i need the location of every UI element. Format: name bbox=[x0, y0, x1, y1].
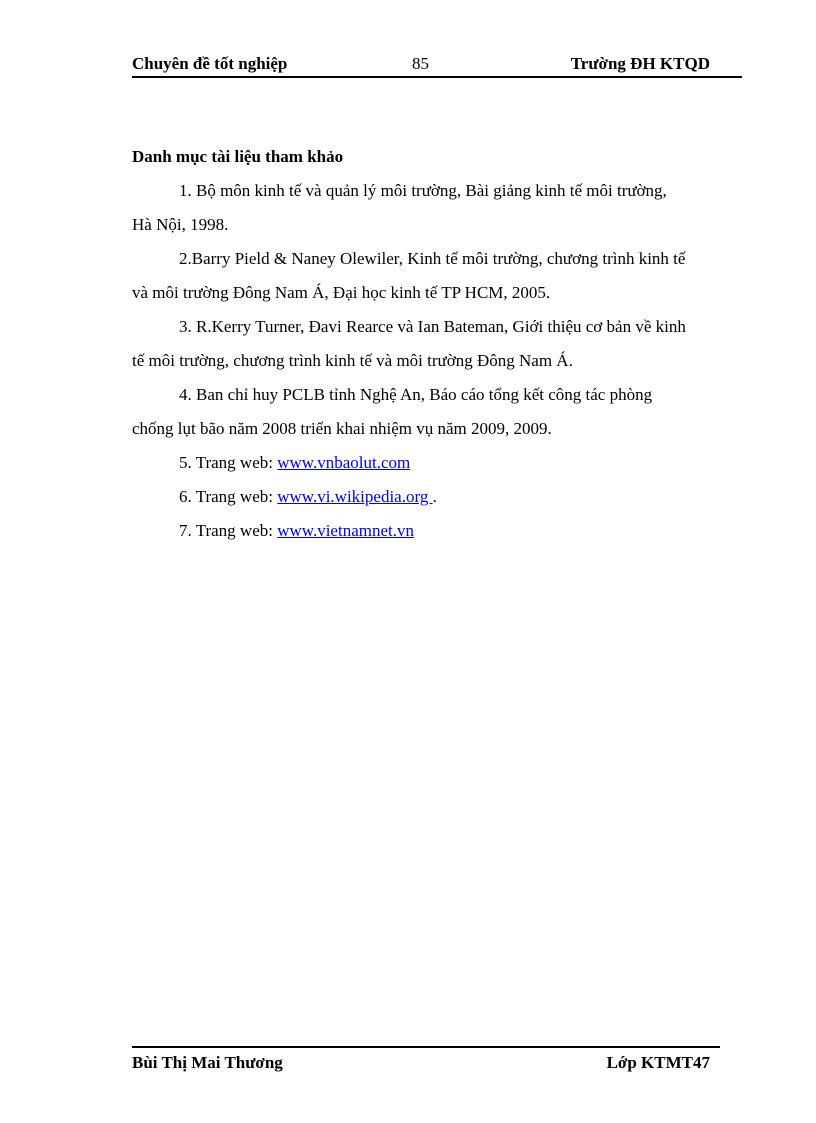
footer-author: Bùi Thị Mai Thương bbox=[132, 1053, 283, 1072]
reference-line: Hà Nội, 1998. bbox=[132, 215, 229, 234]
reference-item-website bbox=[132, 514, 742, 548]
reference-line: tế môi trường, chương trình kinh tế và môi trường Đông Nam Á. bbox=[132, 351, 573, 370]
reference-label: 7. Trang web: bbox=[179, 521, 278, 540]
reference-label: 6. Trang web: bbox=[179, 487, 278, 506]
reference-item bbox=[132, 310, 742, 378]
reference-item bbox=[132, 242, 742, 310]
reference-link[interactable]: www.vietnamnet.vn bbox=[277, 521, 414, 540]
section-title: Danh mục tài liệu tham khảo bbox=[132, 147, 344, 166]
reference-item-website bbox=[132, 480, 742, 514]
page-header bbox=[132, 52, 742, 78]
reference-link[interactable]: www.vi.wikipedia.org bbox=[277, 487, 433, 506]
reference-item-website bbox=[132, 446, 742, 480]
reference-line: 1. Bộ môn kinh tế và quản lý môi trường, Bài giảng kinh tế môi trường, bbox=[179, 181, 667, 200]
document-body bbox=[132, 140, 742, 548]
header-document-type: Chuyên đề tốt nghiệp bbox=[132, 54, 288, 73]
header-university: Trường ĐH KTQD bbox=[570, 54, 710, 73]
reference-line: và môi trường Đông Nam Á, Đại học kinh tế TP HCM, 2005. bbox=[132, 283, 551, 302]
reference-item bbox=[132, 378, 742, 446]
reference-link[interactable]: www.vnbaolut.com bbox=[277, 453, 411, 472]
reference-suffix: . bbox=[432, 487, 437, 506]
page-footer bbox=[132, 1046, 720, 1078]
reference-label: 5. Trang web: bbox=[179, 453, 278, 472]
page-number: 85 bbox=[412, 54, 429, 73]
reference-line: chống lụt bão năm 2008 triển khai nhiệm vụ năm 2009, 2009. bbox=[132, 419, 552, 438]
reference-line: 4. Ban chỉ huy PCLB tỉnh Nghệ An, Báo cáo tổng kết công tác phòng bbox=[179, 385, 653, 404]
reference-line: 3. R.Kerry Turner, Đavi Rearce và Ian Bateman, Giới thiệu cơ bản về kinh bbox=[179, 317, 686, 336]
footer-class: Lớp KTMT47 bbox=[606, 1053, 710, 1072]
reference-item bbox=[132, 174, 742, 242]
reference-line: 2.Barry Pield & Naney Olewiler, Kinh tế môi trường, chương trình kinh tế bbox=[179, 249, 686, 268]
